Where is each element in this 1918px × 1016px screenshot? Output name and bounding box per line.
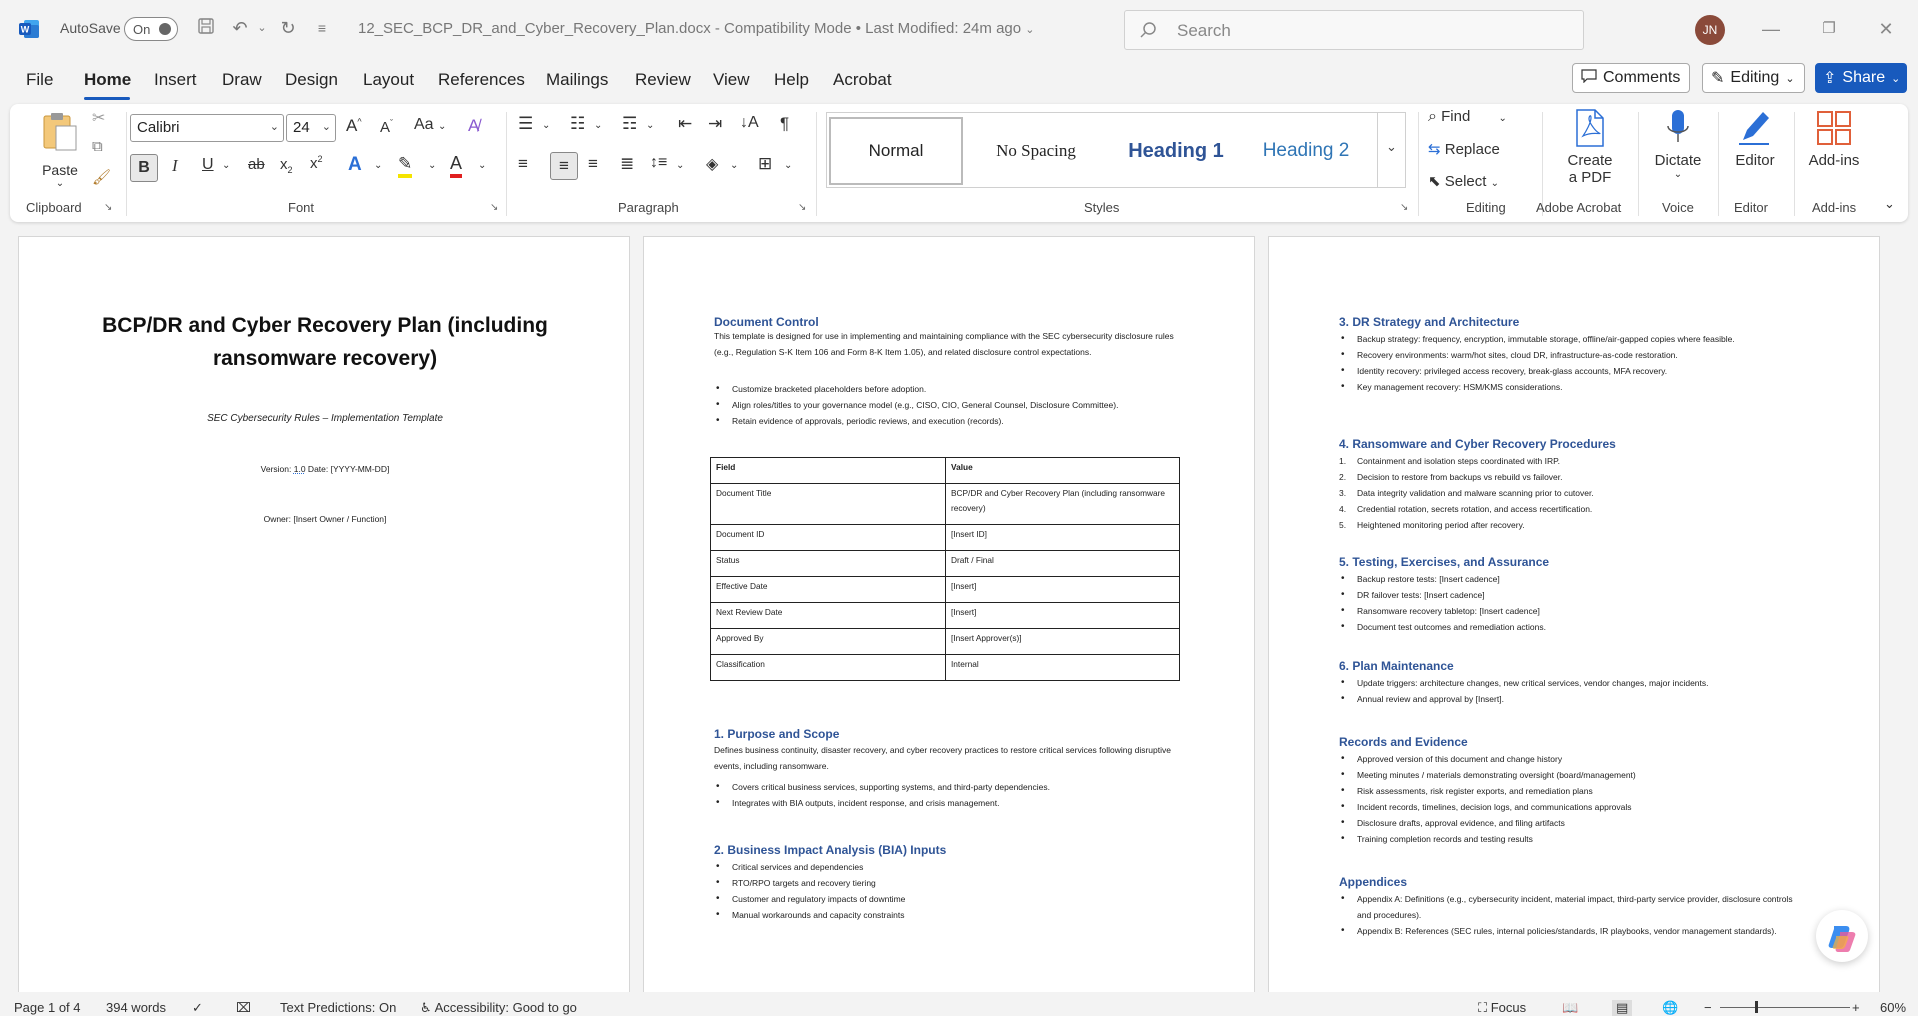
font-size-value: 24 [293, 119, 310, 136]
table-cell: Document ID [711, 525, 946, 551]
chevron-down-icon: ⌄ [1498, 113, 1507, 124]
section-6-list [1339, 675, 1809, 707]
editor-group-label: Editor [1734, 200, 1768, 215]
ribbon [10, 104, 1908, 222]
highlight-icon[interactable]: ✎ [398, 154, 412, 178]
style-heading-2[interactable]: Heading 2 [1262, 140, 1350, 161]
document-title[interactable]: 12_SEC_BCP_DR_and_Cyber_Recovery_Plan.docx - Compatibility Mode • Last Modified: 24m ago ⌄ [358, 20, 1035, 37]
owner-line: Owner: [Insert Owner / Function] [263, 514, 387, 524]
cursor-icon: ⬉ [1428, 173, 1441, 190]
share-label: Share [1842, 69, 1886, 86]
records-list [1339, 751, 1809, 847]
increase-indent-icon[interactable]: ⇥ [708, 114, 723, 133]
table-row [711, 629, 1180, 655]
find-button[interactable] [1428, 108, 1507, 126]
chevron-down-icon[interactable]: ⌄ [646, 120, 655, 131]
dialog-launcher-icon[interactable]: ↘ [104, 202, 113, 213]
svg-text:W: W [20, 24, 30, 35]
zoom-slider-thumb[interactable] [1755, 1001, 1758, 1013]
list-item: Heightened monitoring period after recovery. [1357, 520, 1525, 530]
copilot-button[interactable] [1816, 910, 1868, 962]
list-item: • Customize bracketed placeholders before adoption. [714, 381, 1184, 397]
chevron-down-icon[interactable]: ⌄ [478, 160, 487, 171]
close-icon[interactable]: ✕ [1878, 19, 1894, 39]
list-item: • Document test outcomes and remediation actions. [1339, 619, 1809, 635]
list-item: • Align roles/titles to your governance model (e.g., CISO, CIO, General Counsel, Disclosure Committee). [714, 397, 1184, 413]
table-cell: [Insert ID] [946, 525, 1180, 551]
ribbon-separator [506, 112, 507, 216]
section-1-heading: 1. Purpose and Scope [714, 727, 840, 741]
title-bar [0, 0, 1918, 58]
find-label: Find [1441, 108, 1471, 125]
active-tab-indicator [84, 97, 130, 100]
list-item: • Key management recovery: HSM/KMS considerations. [1339, 379, 1809, 395]
chevron-down-icon: ⌄ [1490, 178, 1500, 189]
autosave-state: On [133, 22, 151, 37]
table-cell: BCP/DR and Cyber Recovery Plan (including ransomware recovery) [946, 484, 1180, 525]
chevron-down-icon: ⌄ [1386, 139, 1397, 154]
list-item: • Meeting minutes / materials demonstrating oversight (board/management) [1339, 767, 1809, 783]
dictate-label: Dictate [1654, 152, 1702, 169]
replace-label: Replace [1444, 141, 1500, 158]
share-button[interactable] [1815, 63, 1907, 93]
version-line [59, 464, 591, 474]
tab-view[interactable]: View [713, 70, 750, 89]
italic-button[interactable]: I [172, 156, 178, 175]
section-5-heading: 5. Testing, Exercises, and Assurance [1339, 555, 1550, 569]
section-6-heading: 6. Plan Maintenance [1339, 659, 1454, 673]
section-4-heading: 4. Ransomware and Cyber Recovery Procedures [1339, 437, 1616, 451]
date-text: Date: [YYYY-MM-DD] [305, 464, 390, 474]
list-item: Containment and isolation steps coordinated with IRP. [1357, 456, 1561, 466]
list-item: Decision to restore from backups vs rebuild vs failover. [1357, 472, 1563, 482]
table-header-cell: Value [946, 458, 1180, 484]
page-2[interactable] [643, 236, 1255, 992]
version-value: 1.0 [293, 464, 306, 474]
paragraph-group-label: Paragraph [618, 200, 679, 215]
chevron-down-icon[interactable]: ⌄ [222, 160, 231, 171]
section-2-heading: 2. Business Impact Analysis (BIA) Inputs [714, 843, 947, 857]
chevron-down-icon: ⌄ [269, 121, 279, 133]
accessibility-label: Accessibility: Good to go [434, 1000, 577, 1015]
chevron-down-icon[interactable]: ⌄ [428, 160, 437, 171]
chevron-down-icon[interactable]: ⌄ [374, 160, 383, 171]
format-painter-icon[interactable]: 🖌 [92, 169, 112, 186]
customize-toolbar-icon[interactable]: ≡ [317, 20, 327, 36]
dialog-launcher-icon[interactable]: ↘ [1400, 202, 1409, 213]
ribbon-separator [1794, 112, 1795, 216]
paste-label: Paste [42, 162, 78, 178]
text-predictions-status[interactable]: Text Predictions: On [280, 1000, 397, 1015]
word-count[interactable]: 394 words [106, 1000, 166, 1015]
accessibility-status[interactable] [420, 1000, 577, 1016]
align-center-icon[interactable]: ≡ [550, 152, 578, 180]
editing-group-label: Editing [1466, 200, 1506, 215]
text-effects-icon[interactable]: A [348, 154, 362, 175]
table-cell: Next Review Date [711, 603, 946, 629]
addins-grid-icon [1814, 108, 1854, 148]
status-bar [0, 994, 1918, 1016]
acrobat-group-label: Adobe Acrobat [1536, 200, 1622, 215]
section-5-list [1339, 571, 1809, 635]
strikethrough-button[interactable]: ab [248, 156, 265, 173]
line-spacing-icon[interactable]: ↕≡ [650, 154, 668, 171]
chevron-down-icon: ⌄ [321, 121, 331, 133]
ribbon-separator [1718, 112, 1719, 216]
justify-icon[interactable]: ≣ [620, 154, 635, 173]
table-cell: Approved By [711, 629, 946, 655]
sort-icon[interactable]: ↓A [740, 114, 759, 131]
read-mode-icon[interactable]: 📖 [1562, 1000, 1579, 1015]
records-heading: Records and Evidence [1339, 735, 1468, 749]
list-item: • Integrates with BIA outputs, incident response, and crisis management. [714, 795, 1184, 811]
list-item: • Backup strategy: frequency, encryption, immutable storage, offline/air-gapped copies where feasible. [1339, 331, 1809, 347]
list-item: • Recovery environments: warm/hot sites, cloud DR, infrastructure-as-code restoration. [1339, 347, 1809, 363]
list-item: • Approved version of this document and change history [1339, 751, 1809, 767]
tab-layout[interactable]: Layout [363, 70, 415, 89]
clear-formatting-icon[interactable]: A̸ [468, 116, 480, 135]
list-item: • Disclosure drafts, approval evidence, and filing artifacts [1339, 815, 1809, 831]
editing-label: Editing [1730, 69, 1780, 86]
chevron-down-icon[interactable]: ⌄ [594, 120, 603, 131]
change-case-icon[interactable]: Aa ⌄ [414, 116, 447, 133]
chevron-down-icon[interactable]: ⌄ [730, 160, 739, 171]
align-left-icon[interactable]: ≡ [518, 154, 528, 173]
focus-icon: ⛶ [1478, 1000, 1488, 1015]
list-item: • Training completion records and testing results [1339, 831, 1809, 847]
table-header-cell: Field [711, 458, 946, 484]
page-1[interactable] [18, 236, 630, 992]
shrink-font-icon[interactable]: $A^ˇ$ [380, 118, 394, 136]
table-header-row [711, 458, 1180, 484]
ribbon-separator [816, 112, 817, 216]
accessibility-icon: ♿ [420, 1000, 432, 1015]
proofing-icon[interactable]: ✓ [192, 1000, 203, 1015]
table-cell: Effective Date [711, 577, 946, 603]
appendices-list [1339, 891, 1809, 939]
chevron-down-icon: ⌄ [55, 178, 65, 189]
list-item: • Incident records, timelines, decision logs, and communications approvals [1339, 799, 1809, 815]
web-layout-icon[interactable]: 🌐 [1662, 1000, 1679, 1015]
zoom-out-icon[interactable]: − [1704, 1000, 1712, 1015]
section-3-heading: 3. DR Strategy and Architecture [1339, 315, 1520, 329]
editor-label: Editor [1735, 152, 1775, 169]
table-cell: Draft / Final [946, 551, 1180, 577]
section-1-list [714, 779, 1184, 811]
font-color-icon[interactable]: A [450, 152, 462, 178]
font-size-box[interactable] [286, 114, 336, 142]
cut-icon[interactable]: ✂ [92, 110, 106, 127]
appendices-heading: Appendices [1339, 875, 1408, 889]
ribbon-collapse-icon[interactable]: ⌄ [1884, 196, 1895, 211]
copy-icon[interactable]: ⧉ [92, 138, 103, 155]
tab-home[interactable]: Home [84, 70, 132, 89]
list-item: • Customer and regulatory impacts of downtime [714, 891, 1184, 907]
list-item: • Appendix B: References (SEC rules, internal policies/standards, IR playbooks, vendor management standards). [1339, 923, 1809, 939]
numbering-icon[interactable]: ☷ [570, 114, 586, 133]
list-item: • Critical services and dependencies [714, 859, 1184, 875]
addins-group-label: Add-ins [1812, 200, 1857, 215]
table-cell: Classification [711, 655, 946, 681]
voice-group-label: Voice [1662, 200, 1694, 215]
doc-control-heading: Document Control [714, 315, 819, 329]
tab-review[interactable]: Review [635, 70, 691, 89]
list-item: • Update triggers: architecture changes, new critical services, vendor changes, major incidents. [1339, 675, 1809, 691]
editing-mode-button[interactable] [1702, 63, 1805, 93]
print-layout-icon[interactable]: ▤ [1612, 1000, 1632, 1016]
table-row [711, 577, 1180, 603]
autosave-label: AutoSave [60, 20, 121, 36]
replace-icon: ⇆ [1428, 141, 1441, 158]
list-item: • Ransomware recovery tabletop: [Insert cadence] [1339, 603, 1809, 619]
user-avatar[interactable]: JN [1695, 15, 1725, 45]
share-icon: ⇪ [1823, 70, 1837, 87]
focus-button[interactable] [1478, 1000, 1526, 1016]
style-normal[interactable]: Normal [829, 117, 963, 185]
comment-icon [1581, 69, 1597, 88]
table-cell: Document Title [711, 484, 946, 525]
tab-file[interactable]: File [26, 70, 54, 89]
tab-references[interactable]: References [438, 70, 525, 89]
document-subtitle: SEC Cybersecurity Rules – Implementation Template [207, 413, 443, 424]
table-row [711, 603, 1180, 629]
replace-button[interactable] [1428, 140, 1500, 158]
bold-button[interactable]: B [130, 154, 158, 182]
pdf-icon [1573, 108, 1607, 148]
dialog-launcher-icon[interactable]: ↘ [798, 202, 807, 213]
document-title-heading: BCP/DR and Cyber Recovery Plan (including ransomware recovery) [102, 314, 548, 370]
styles-group-label: Styles [1084, 200, 1120, 215]
zoom-in-icon[interactable]: + [1852, 1000, 1860, 1015]
page-3[interactable] [1268, 236, 1880, 992]
list-item: • Covers critical business services, supporting systems, and third-party dependencies. [714, 779, 1184, 795]
style-heading-1[interactable]: Heading 1 [1128, 139, 1224, 162]
list-item: • Retain evidence of approvals, periodic reviews, and execution (records). [714, 413, 1184, 429]
comments-label: Comments [1603, 69, 1681, 86]
table-cell: [Insert Approver(s)] [946, 629, 1180, 655]
list-item: • DR failover tests: [Insert cadence] [1339, 587, 1809, 603]
chevron-down-icon[interactable]: ⌄ [542, 120, 551, 131]
list-item: • RTO/RPO targets and recovery tiering [714, 875, 1184, 891]
editor-pen-icon [1735, 108, 1775, 148]
undo-icon[interactable]: ↶ [232, 18, 248, 38]
comments-button[interactable] [1572, 63, 1690, 93]
search-icon: ⌕ [1428, 108, 1437, 125]
word-logo-icon [18, 18, 40, 40]
copilot-icon [1816, 910, 1868, 962]
align-right-icon[interactable]: ≡ [588, 154, 598, 173]
section-4-list [1339, 453, 1809, 533]
clipboard-group-label: Clipboard [26, 200, 82, 215]
dialog-launcher-icon[interactable]: ↘ [490, 202, 499, 213]
styles-expand-button[interactable] [1378, 112, 1406, 188]
document-control-table [710, 457, 1180, 681]
language-icon[interactable]: ⌧ [236, 1000, 251, 1015]
version-prefix: Version: [260, 464, 294, 474]
style-no-spacing[interactable]: No Spacing [996, 141, 1076, 160]
tab-help[interactable]: Help [774, 70, 809, 89]
chevron-down-icon: ⌄ [1673, 169, 1683, 180]
font-group-label: Font [288, 200, 315, 215]
doc-control-list [714, 381, 1184, 429]
list-item: Credential rotation, secrets rotation, and access recertification. [1357, 504, 1593, 514]
addins-button[interactable] [1800, 108, 1868, 169]
multilevel-list-icon[interactable]: ☶ [622, 114, 638, 133]
select-button[interactable] [1428, 172, 1499, 190]
editor-button[interactable] [1724, 108, 1786, 169]
search-placeholder: Search [1177, 21, 1231, 40]
list-item: • Backup restore tests: [Insert cadence] [1339, 571, 1809, 587]
section-2-list [714, 859, 1184, 923]
select-label: Select [1444, 173, 1487, 190]
font-name-box[interactable] [130, 114, 284, 142]
tab-acrobat[interactable]: Acrobat [833, 70, 892, 89]
search-box[interactable] [1124, 10, 1584, 50]
shading-icon[interactable]: ◈ [706, 156, 719, 173]
autosave-toggle[interactable] [124, 17, 178, 41]
list-item: • Appendix A: Definitions (e.g., cybersecurity incident, material impact, third-party service provider, disclosure controls and procedures). [1339, 891, 1809, 923]
table-row [711, 525, 1180, 551]
borders-icon[interactable]: ⊞ [758, 154, 773, 173]
paste-button[interactable] [32, 110, 88, 189]
section-1-paragraph: Defines business continuity, disaster recovery, and cyber recovery practices to restore critical services following disruptive events, including ransomware. [714, 745, 1171, 771]
create-pdf-label-2: a PDF [1568, 169, 1612, 186]
tab-design[interactable]: Design [285, 70, 338, 89]
microphone-icon [1663, 108, 1693, 148]
underline-button[interactable]: U [202, 156, 214, 173]
dictate-button[interactable] [1646, 108, 1710, 180]
show-formatting-icon[interactable]: ¶ [780, 114, 790, 133]
list-item: Data integrity validation and malware scanning prior to cutover. [1357, 488, 1594, 498]
list-item: • Annual review and approval by [Insert]. [1339, 691, 1809, 707]
table-cell: Status [711, 551, 946, 577]
maximize-icon[interactable]: ❐ [1822, 20, 1836, 37]
document-canvas[interactable] [0, 230, 1918, 992]
chevron-down-icon: ⌄ [1785, 72, 1795, 85]
clipboard-icon [40, 110, 80, 154]
table-row [711, 551, 1180, 577]
bullets-icon[interactable]: ☰ [518, 114, 534, 133]
subscript-button[interactable]: $x_2$ [280, 156, 293, 175]
table-cell: [Insert] [946, 577, 1180, 603]
chevron-down-icon: ⌄ [1025, 24, 1035, 36]
font-name-value: Calibri [137, 119, 180, 136]
table-row [711, 655, 1180, 681]
focus-label: Focus [1490, 1000, 1527, 1015]
list-item: • Identity recovery: privileged access recovery, break-glass accounts, MFA recovery. [1339, 363, 1809, 379]
list-item: • Risk assessments, risk register exports, and remediation plans [1339, 783, 1809, 799]
zoom-level[interactable]: 60% [1880, 1000, 1907, 1015]
doc-control-paragraph: This template is designed for use in implementing and maintaining compliance with the SEC cybersecurity disclosure rules (e.g., Regulation S-K Item 106 and Form 8-K Item 1.05), and related disclosure control expectations. [714, 331, 1174, 357]
chevron-down-icon[interactable]: ⌄ [676, 160, 685, 171]
pencil-icon: ✎ [1711, 70, 1725, 87]
tab-draw[interactable]: Draw [222, 70, 262, 89]
ribbon-separator [1638, 112, 1639, 216]
redo-icon[interactable]: ↻ [280, 18, 296, 38]
toggle-knob [159, 23, 171, 35]
addins-label: Add-ins [1808, 152, 1860, 169]
save-icon[interactable] [194, 16, 218, 40]
page-count[interactable]: Page 1 of 4 [14, 1000, 81, 1015]
table-row [711, 484, 1180, 525]
superscript-button[interactable]: $x^2$ [310, 154, 323, 172]
chevron-down-icon: ⌄ [1891, 72, 1901, 85]
chevron-down-icon[interactable]: ⌄ [784, 160, 793, 171]
table-cell: [Insert] [946, 603, 1180, 629]
tab-mailings[interactable]: Mailings [546, 70, 609, 89]
search-icon [1139, 21, 1157, 39]
table-cell: Internal [946, 655, 1180, 681]
decrease-indent-icon[interactable]: ⇤ [678, 114, 693, 133]
styles-gallery [826, 112, 1378, 188]
undo-dropdown-icon[interactable]: ⌄ [257, 22, 267, 34]
list-item: • Manual workarounds and capacity constraints [714, 907, 1184, 923]
section-3-list [1339, 331, 1809, 395]
create-pdf-button[interactable] [1552, 108, 1628, 186]
ribbon-separator [1418, 112, 1419, 216]
grow-font-icon[interactable]: A^ [346, 116, 362, 135]
minimize-icon[interactable]: — [1762, 19, 1780, 39]
create-pdf-label-1: Create [1567, 152, 1613, 169]
zoom-slider[interactable] [1720, 1007, 1850, 1008]
tab-insert[interactable]: Insert [154, 70, 197, 89]
ribbon-separator [126, 112, 127, 216]
